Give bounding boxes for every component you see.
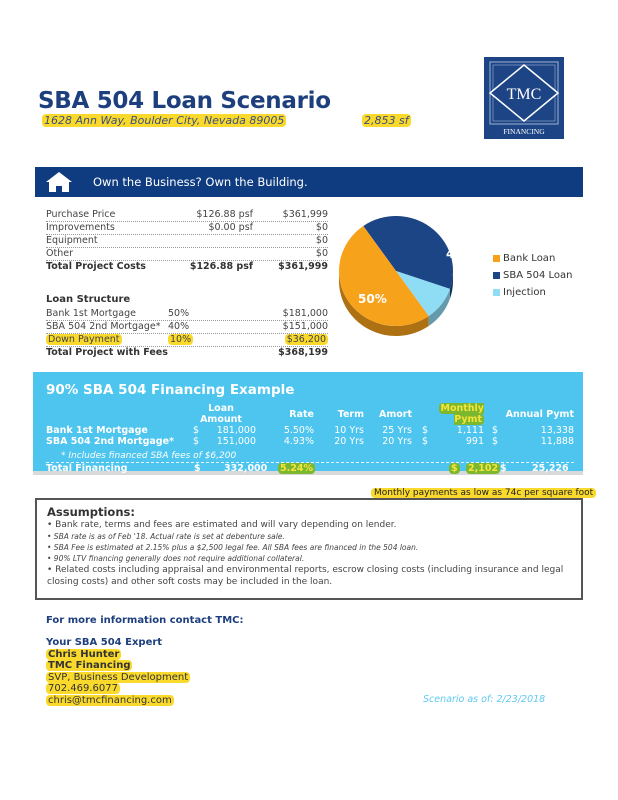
slogan-text: Own the Business? Own the Building.: [93, 175, 308, 189]
contact-title: SVP, Business Development: [48, 671, 189, 683]
loan-row: [46, 308, 328, 321]
financing-row: [46, 436, 574, 447]
logo-sub: FINANCING: [503, 127, 545, 136]
currency: $: [192, 436, 200, 447]
pie-label: 40%: [446, 247, 475, 261]
cost-label: Purchase Price: [46, 209, 116, 220]
total-monthly: 2,102: [468, 463, 499, 474]
square-footage: [362, 114, 411, 127]
cost-amount: $361,999: [282, 209, 328, 220]
total-rate: 5.24%: [280, 463, 313, 474]
col-annual-pymt: Annual Pymt: [505, 408, 574, 420]
financing-heading: 90% SBA 504 Financing Example: [46, 382, 295, 398]
loan-label: SBA 504 2nd Mortgage*: [46, 321, 161, 332]
total-amount: $361,999: [278, 261, 328, 272]
sqft-text: 2,853 sf: [364, 114, 409, 127]
loan-label: Bank 1st Mortgage: [46, 308, 136, 319]
term: 20 Yrs: [334, 436, 364, 447]
currency: $: [491, 425, 499, 436]
financing-example-panel: [33, 372, 583, 475]
cost-label: Improvements: [46, 222, 115, 233]
total-label: Total Project Costs: [46, 261, 146, 272]
rate: 5.50%: [283, 425, 314, 436]
loan-amount: 181,000: [216, 425, 256, 436]
row-label: SBA 504 2nd Mortgage*: [46, 436, 174, 447]
page-title: SBA 504 Loan Scenario: [38, 88, 331, 114]
loan-structure-table: [46, 294, 328, 360]
row-label: Bank 1st Mortgage: [46, 425, 148, 436]
cost-amount: $0: [315, 222, 328, 233]
cost-label: Other: [46, 248, 73, 259]
logo-name: TMC: [506, 86, 542, 103]
legend-swatch: [493, 272, 500, 279]
project-costs-table: [46, 209, 328, 274]
loan-amount: $181,000: [282, 308, 328, 319]
total-psf: $126.88 psf: [189, 261, 253, 272]
total-with-fees-row: [46, 347, 328, 360]
loan-label: Down Payment: [48, 334, 120, 345]
loan-row: [46, 321, 328, 334]
address-text: 1628 Ann Way, Boulder City, Nevada 89005: [44, 114, 285, 127]
monthly-payment: 991: [465, 436, 484, 447]
cost-label: Equipment: [46, 235, 98, 246]
legend-label: Injection: [503, 287, 546, 298]
loan-pct: 50%: [168, 308, 190, 319]
currency: $: [500, 463, 507, 474]
pie-label: 10%: [451, 301, 480, 315]
total-annual: 25,226: [532, 463, 569, 474]
house-icon: [45, 171, 73, 193]
col-term: Term: [337, 408, 364, 420]
cost-amount: $0: [315, 235, 328, 246]
loan-amount: $36,200: [286, 334, 326, 345]
legend-item: [493, 284, 572, 301]
sba-fees-note: * Includes financed SBA fees of $6,200: [61, 451, 237, 461]
legend-label: Bank Loan: [503, 253, 556, 264]
assumption-item: • Bank rate, terms and fees are estimated and will vary depending on lender.: [47, 520, 397, 530]
currency: $: [421, 425, 429, 436]
contact-company: TMC Financing: [48, 660, 131, 671]
contact-phone[interactable]: 702.469.6077: [48, 683, 118, 694]
col-monthly-pymt: Monthly Pymt: [440, 403, 484, 425]
currency: $: [491, 436, 499, 447]
financing-table: [46, 403, 574, 447]
cost-psf: $126.88 psf: [196, 209, 253, 220]
loan-structure-heading: Loan Structure: [46, 294, 131, 305]
cost-row: [46, 235, 328, 248]
legend-item: [493, 267, 572, 284]
contact-email[interactable]: chris@tmcfinancing.com: [48, 694, 172, 706]
contact-name: Chris Hunter: [48, 648, 120, 660]
total-project-costs-row: [46, 261, 328, 274]
currency: $: [421, 436, 429, 447]
amort: 20 Yrs: [382, 436, 412, 447]
cost-row: [46, 222, 328, 235]
assumptions-box: [35, 498, 583, 600]
legend-swatch: [493, 255, 500, 262]
contact-role: Your SBA 504 Expert: [46, 637, 163, 648]
annual-payment: 11,888: [540, 436, 574, 447]
contact-heading: For more information contact TMC:: [46, 615, 244, 626]
assumptions-heading: Assumptions:: [47, 505, 135, 519]
annual-payment: 13,338: [540, 425, 574, 436]
contact-section: [46, 615, 244, 706]
col-loan-amount: Loan Amount: [200, 403, 242, 425]
down-payment-row: [46, 334, 328, 347]
assumption-item: • Related costs including appraisal and environmental reports, escrow closing costs (including insurance and legal closing costs) and other soft costs may be included in the loan.: [47, 565, 564, 587]
cost-psf: [168, 235, 253, 247]
pie-label: 50%: [358, 292, 387, 306]
chart-legend: [493, 250, 572, 301]
total-label: Total Financing: [46, 463, 128, 474]
tmc-financing-logo: [484, 57, 564, 139]
total-amount: $368,199: [278, 347, 328, 358]
term: 10 Yrs: [334, 425, 364, 436]
currency: $: [451, 463, 458, 474]
assumption-item: • 90% LTV financing generally does not require additional collateral.: [47, 554, 305, 563]
scenario-date: Scenario as of: 2/23/2018: [423, 694, 546, 705]
cost-psf: $0.00 psf: [208, 222, 253, 233]
cost-psf: [168, 248, 253, 260]
loan-pct: 40%: [168, 321, 190, 332]
total-label: Total Project with Fees: [46, 347, 168, 358]
cost-amount: $0: [315, 248, 328, 259]
assumption-item: • SBA Fee is estimated at 2.15% plus a $2,500 legal fee. All SBA fees are financed in the 504 loan.: [47, 543, 419, 552]
rate: 4.93%: [283, 436, 314, 447]
slogan-banner: [35, 167, 583, 197]
total-amount: 332,000: [224, 463, 268, 474]
financing-row: [46, 425, 574, 436]
amort: 25 Yrs: [382, 425, 412, 436]
col-amort: Amort: [378, 408, 412, 420]
col-rate: Rate: [289, 408, 314, 420]
property-address: [42, 114, 286, 127]
legend-label: SBA 504 Loan: [503, 270, 573, 281]
loan-amount: 151,000: [216, 436, 256, 447]
cost-row: [46, 209, 328, 222]
loan-pct: 10%: [170, 334, 192, 345]
monthly-payment: 1,111: [456, 425, 484, 436]
financing-header-row: [46, 403, 574, 425]
promo-callout: Monthly payments as low as 74c per square foot: [371, 488, 596, 498]
currency: $: [194, 463, 201, 474]
legend-item: [493, 250, 572, 267]
currency: $: [192, 425, 200, 436]
cost-row: [46, 248, 328, 261]
legend-swatch: [493, 289, 500, 296]
assumption-item: • SBA rate is as of Feb '18. Actual rate is set at debenture sale.: [47, 532, 285, 541]
loan-amount: $151,000: [282, 321, 328, 332]
